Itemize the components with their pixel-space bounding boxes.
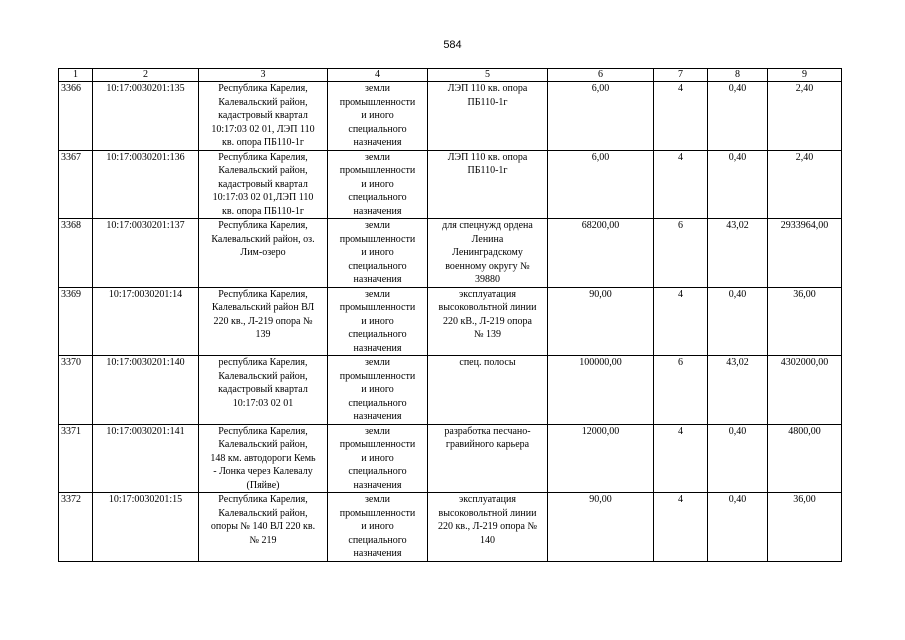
column-9-value: 4800,00 (768, 424, 842, 493)
address: Республика Карелия, Калевальский район, кадастровый квартал 10:17:03 02 01,ЛЭП 110 кв. опора ПБ110-1г (199, 150, 328, 219)
column-8-value: 0,40 (708, 150, 768, 219)
permitted-use: для спецнужд ордена Ленина Ленинградскому военному округу № 39880 (428, 219, 548, 288)
land-registry-table (58, 68, 842, 562)
column-8-value: 0,40 (708, 82, 768, 151)
permitted-use: разработка песчано- гравийного карьера (428, 424, 548, 493)
column-9-value: 36,00 (768, 493, 842, 562)
column-9-value: 4302000,00 (768, 356, 842, 425)
column-8-value: 0,40 (708, 493, 768, 562)
permitted-use: эксплуатация высоковольтной линии 220 кВ., Л-219 опора № 139 (428, 287, 548, 356)
land-category: земли промышленности и иного специального назначения (328, 287, 428, 356)
table-body (59, 82, 842, 562)
row-number: 3366 (59, 82, 93, 151)
column-9-value: 2,40 (768, 150, 842, 219)
table-header (59, 69, 842, 82)
column-7-value: 6 (654, 356, 708, 425)
column-8-value: 0,40 (708, 424, 768, 493)
table-row (59, 219, 842, 288)
column-7-value: 4 (654, 82, 708, 151)
cadastral-number: 10:17:0030201:15 (93, 493, 199, 562)
cadastral-number: 10:17:0030201:135 (93, 82, 199, 151)
cadastral-number: 10:17:0030201:137 (93, 219, 199, 288)
column-7-value: 4 (654, 493, 708, 562)
land-category: земли промышленности и иного специального назначения (328, 150, 428, 219)
table-row (59, 150, 842, 219)
address: Республика Карелия, Калевальский район, опоры № 140 ВЛ 220 кв. № 219 (199, 493, 328, 562)
permitted-use: эксплуатация высоковольтной линии 220 кв., Л-219 опора № 140 (428, 493, 548, 562)
address: Республика Карелия, Калевальский район, 148 км. автодороги Кемь - Лонка через Калевалу (Пяйве) (199, 424, 328, 493)
column-7-value: 4 (654, 287, 708, 356)
row-number: 3370 (59, 356, 93, 425)
permitted-use: ЛЭП 110 кв. опора ПБ110-1г (428, 82, 548, 151)
area: 68200,00 (548, 219, 654, 288)
table-row (59, 424, 842, 493)
area: 6,00 (548, 150, 654, 219)
table-row (59, 356, 842, 425)
row-number: 3368 (59, 219, 93, 288)
land-category: земли промышленности и иного специального назначения (328, 82, 428, 151)
column-8-value: 43,02 (708, 356, 768, 425)
column-9-value: 36,00 (768, 287, 842, 356)
area: 90,00 (548, 287, 654, 356)
address: Республика Карелия, Калевальский район ВЛ 220 кв., Л-219 опора № 139 (199, 287, 328, 356)
row-number: 3369 (59, 287, 93, 356)
row-number: 3367 (59, 150, 93, 219)
column-header-4: 4 (328, 69, 428, 82)
column-header-6: 6 (548, 69, 654, 82)
column-header-1: 1 (59, 69, 93, 82)
cadastral-number: 10:17:0030201:14 (93, 287, 199, 356)
column-9-value: 2933964,00 (768, 219, 842, 288)
column-header-9: 9 (768, 69, 842, 82)
table-row (59, 493, 842, 562)
cadastral-number: 10:17:0030201:136 (93, 150, 199, 219)
column-8-value: 0,40 (708, 287, 768, 356)
header-row (59, 69, 842, 82)
column-header-3: 3 (199, 69, 328, 82)
address: республика Карелия, Калевальский район, кадастровый квартал 10:17:03 02 01 (199, 356, 328, 425)
permitted-use: спец. полосы (428, 356, 548, 425)
land-category: земли промышленности и иного специального назначения (328, 356, 428, 425)
column-9-value: 2,40 (768, 82, 842, 151)
address: Республика Карелия, Калевальский район, кадастровый квартал 10:17:03 02 01, ЛЭП 110 кв. опора ПБ110-1г (199, 82, 328, 151)
column-header-7: 7 (654, 69, 708, 82)
area: 6,00 (548, 82, 654, 151)
land-category: земли промышленности и иного специального назначения (328, 424, 428, 493)
page-number: 584 (443, 39, 462, 51)
column-header-5: 5 (428, 69, 548, 82)
column-8-value: 43,02 (708, 219, 768, 288)
cadastral-number: 10:17:0030201:141 (93, 424, 199, 493)
column-header-2: 2 (93, 69, 199, 82)
row-number: 3371 (59, 424, 93, 493)
row-number: 3372 (59, 493, 93, 562)
address: Республика Карелия, Калевальский район, оз. Лим-озеро (199, 219, 328, 288)
land-category: земли промышленности и иного специального назначения (328, 493, 428, 562)
permitted-use: ЛЭП 110 кв. опора ПБ110-1г (428, 150, 548, 219)
column-7-value: 6 (654, 219, 708, 288)
area: 12000,00 (548, 424, 654, 493)
area: 100000,00 (548, 356, 654, 425)
land-category: земли промышленности и иного специального назначения (328, 219, 428, 288)
table-row (59, 287, 842, 356)
cadastral-number: 10:17:0030201:140 (93, 356, 199, 425)
table-row (59, 82, 842, 151)
area: 90,00 (548, 493, 654, 562)
column-7-value: 4 (654, 150, 708, 219)
column-7-value: 4 (654, 424, 708, 493)
column-header-8: 8 (708, 69, 768, 82)
